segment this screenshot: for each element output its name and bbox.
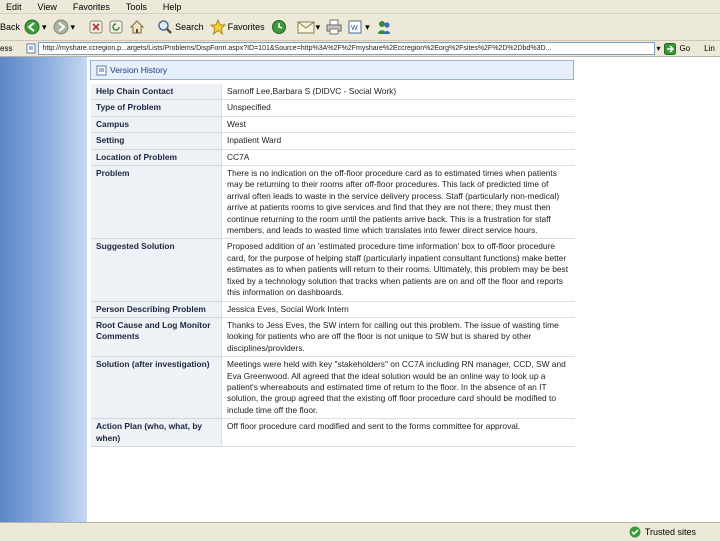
chevron-down-icon[interactable]: ▾ bbox=[315, 21, 321, 32]
chevron-down-icon[interactable]: ▾ bbox=[42, 21, 47, 32]
refresh-button[interactable] bbox=[109, 20, 123, 34]
field-value: Inpatient Ward bbox=[222, 133, 576, 149]
left-navigation-strip bbox=[0, 57, 87, 522]
forward-arrow-icon bbox=[53, 19, 69, 35]
chevron-down-icon[interactable]: ▾ bbox=[656, 44, 661, 53]
zone-label: Trusted sites bbox=[644, 527, 696, 537]
field-row bbox=[91, 357, 575, 419]
menu-favorites[interactable]: Favorites bbox=[72, 1, 110, 12]
favorites-label: Favorites bbox=[227, 22, 265, 32]
security-zone bbox=[629, 526, 696, 538]
field-row bbox=[91, 100, 575, 116]
field-value: Proposed addition of an 'estimated procedure time information' box to off-floor procedure card, for the purpose of helping staff (particularly inpatient consultant functions) make better estimates as to when patients will return to their rooms. Ultimately, this problem may be best fixed by a technology solution that tracks when patients are on and off the floor and reports this information on dashboards. bbox=[222, 239, 576, 301]
forward-button[interactable] bbox=[53, 19, 76, 35]
field-row bbox=[91, 317, 575, 356]
field-row bbox=[91, 239, 575, 301]
field-label: Person Describing Problem bbox=[91, 301, 222, 317]
edit-icon bbox=[348, 19, 364, 35]
printer-icon bbox=[326, 19, 342, 35]
home-icon bbox=[129, 19, 145, 35]
back-button[interactable] bbox=[0, 19, 47, 35]
field-row bbox=[91, 84, 575, 100]
address-bar bbox=[0, 41, 720, 57]
menu-tools[interactable]: Tools bbox=[125, 1, 147, 12]
page-icon bbox=[26, 43, 36, 54]
field-value: CC7A bbox=[222, 149, 576, 165]
field-value: West bbox=[222, 116, 576, 132]
field-value: Sarnoff Lee,Barbara S (DIDVC - Social Work) bbox=[222, 84, 576, 100]
history-icon bbox=[271, 19, 287, 35]
menu-help[interactable]: Help bbox=[162, 1, 182, 12]
field-label: Root Cause and Log Monitor Comments bbox=[91, 317, 222, 356]
messenger-button[interactable] bbox=[376, 19, 392, 35]
version-history-panel bbox=[90, 60, 574, 80]
back-label: Back bbox=[0, 22, 21, 32]
field-label: Help Chain Contact bbox=[91, 84, 222, 100]
field-label: Setting bbox=[91, 133, 222, 149]
field-row bbox=[91, 116, 575, 132]
field-row bbox=[91, 133, 575, 149]
chevron-down-icon[interactable]: ▾ bbox=[70, 21, 76, 32]
favorites-button[interactable] bbox=[210, 19, 265, 35]
field-value: Meetings were held with key "stakeholders" on CC7A including RN manager, CCD, SW and Eva Greenwood. All agreed that the ideal solution would be an online way to look up a patient's whereabouts and estimated time of return to the floor. In the absence of an IT solution, the group agreed that the existing off floor procedure card should be modified to include time off the floor. bbox=[222, 357, 576, 419]
field-value: Thanks to Jess Eves, the SW intern for calling out this problem. The issue of wasting time looking for patients who are off the floor is not unique to SW but is shared by other disciplines/providers. bbox=[222, 317, 576, 356]
field-label: Type of Problem bbox=[91, 100, 222, 116]
refresh-icon bbox=[109, 20, 123, 34]
print-button[interactable] bbox=[326, 19, 342, 35]
edit-button[interactable] bbox=[348, 19, 370, 35]
chevron-down-icon[interactable]: ▾ bbox=[365, 21, 370, 32]
address-label: ess bbox=[0, 44, 13, 53]
version-history-link[interactable]: Version History bbox=[110, 65, 168, 75]
menu-bar bbox=[0, 0, 720, 14]
mail-icon bbox=[297, 19, 315, 35]
field-label: Location of Problem bbox=[91, 149, 222, 165]
history-button[interactable] bbox=[271, 19, 287, 35]
go-arrow-icon[interactable] bbox=[664, 43, 676, 55]
address-input[interactable]: http://myshare.ccregion.p...argets/Lists/Problems/DispForm.aspx?ID=101&Source=http%3A%2F%2Fmyshare%2Eccregion%2Eorg%2Fsites%2F%2D%2Dbd%3D... bbox=[38, 42, 655, 55]
field-row bbox=[91, 301, 575, 317]
search-button[interactable] bbox=[157, 19, 204, 35]
version-history-icon bbox=[96, 65, 107, 76]
field-value: There is no indication on the off-floor procedure card as to estimated times when patients may be returning to their rooms after off-floor procedures. This lack of predicted time of arrival often leads to waste in the service delivery process. Staff (particularly non-medical) arrive at patients rooms to give services and find that they are not there; they must then continue returning to the room until the patients arrive back. This is a frustration for staff members, and leads to wasted time which translates into fewer direct service hours. bbox=[222, 166, 576, 239]
svg-text:W: W bbox=[351, 25, 358, 32]
field-value: Unspecified bbox=[222, 100, 576, 116]
stop-button[interactable] bbox=[89, 20, 103, 34]
field-row bbox=[91, 419, 575, 447]
go-button[interactable]: Go bbox=[679, 44, 691, 53]
messenger-icon bbox=[376, 19, 392, 35]
field-value: Jessica Eves, Social Work Intern bbox=[222, 301, 576, 317]
field-value: Off floor procedure card modified and sent to the forms committee for approval. bbox=[222, 419, 576, 447]
status-bar bbox=[0, 522, 720, 541]
field-rows bbox=[91, 84, 575, 446]
trusted-sites-icon bbox=[629, 526, 641, 538]
menu-edit[interactable]: Edit bbox=[6, 1, 22, 12]
links-label[interactable]: Lin bbox=[704, 44, 715, 53]
item-fields-table bbox=[91, 84, 575, 447]
field-label: Campus bbox=[91, 116, 222, 132]
stop-icon bbox=[89, 20, 103, 34]
field-label: Suggested Solution bbox=[91, 239, 222, 301]
field-row bbox=[91, 166, 575, 239]
back-arrow-icon bbox=[24, 19, 40, 35]
search-icon bbox=[157, 19, 173, 35]
field-label: Action Plan (who, what, by when) bbox=[91, 419, 222, 447]
field-row bbox=[91, 149, 575, 165]
search-label: Search bbox=[175, 22, 204, 32]
toolbar bbox=[0, 14, 720, 41]
star-icon bbox=[210, 19, 226, 35]
field-label: Solution (after investigation) bbox=[91, 357, 222, 419]
mail-button[interactable] bbox=[297, 19, 321, 35]
menu-view[interactable]: View bbox=[37, 1, 57, 12]
page-content bbox=[0, 57, 720, 522]
home-button[interactable] bbox=[129, 19, 145, 35]
field-label: Problem bbox=[91, 166, 222, 239]
